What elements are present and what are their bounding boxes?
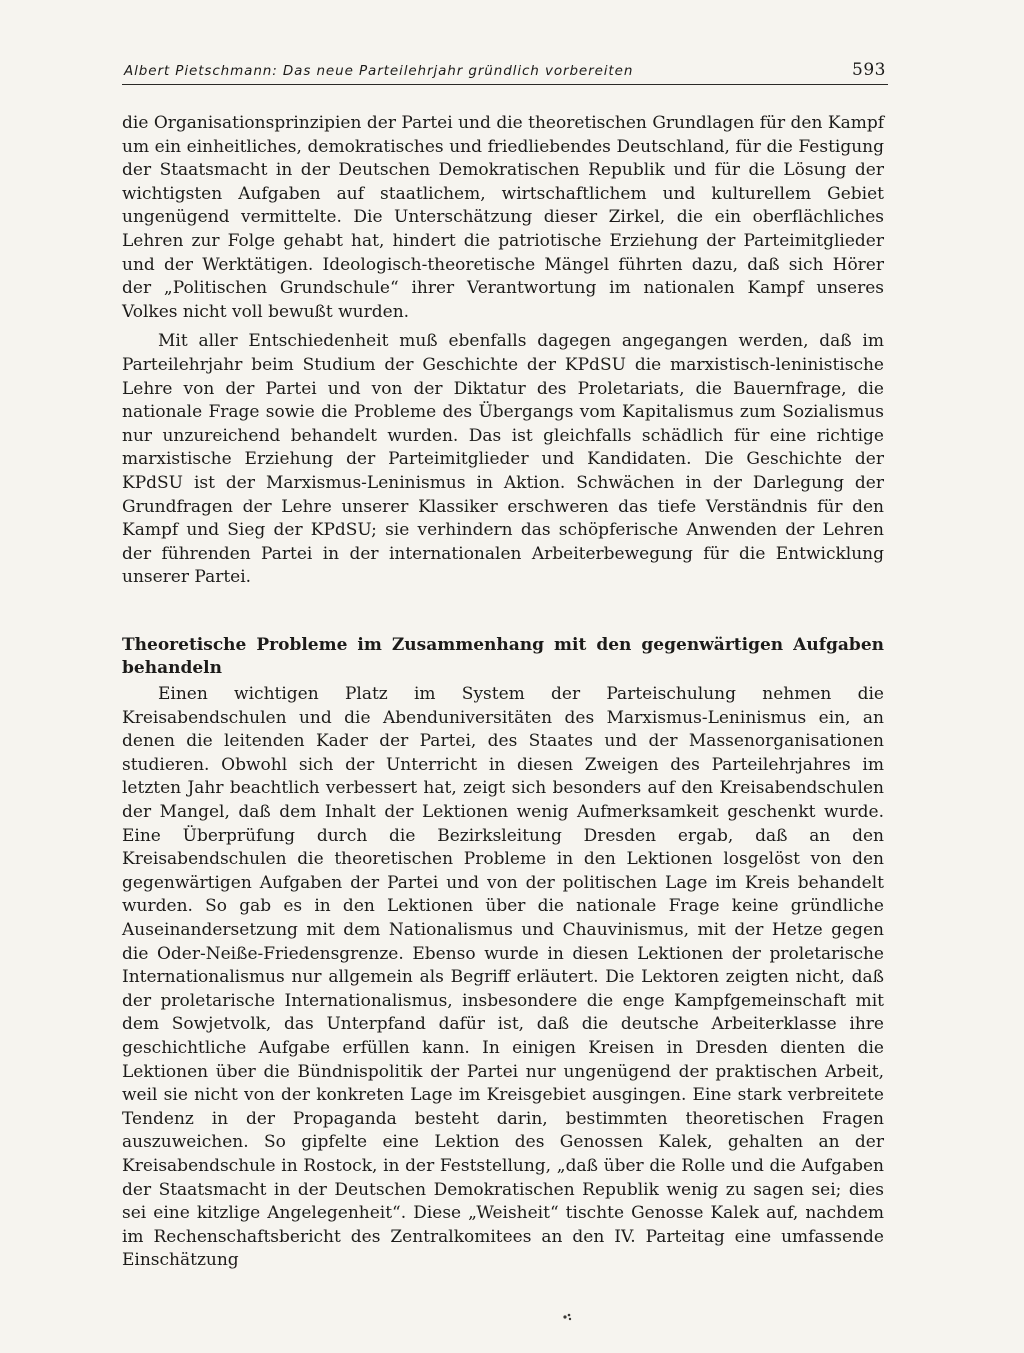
page-number: 593: [852, 60, 886, 80]
article-body: [122, 112, 884, 1273]
paragraph-3: Einen wichtigen Platz im System der Parteischulung nehmen die Kreisabendschulen und die Abenduniversitäten des Marxismus-Leninismus ein, an denen die leitenden Kader der Partei, des Staates und der Massenorganisationen studieren. Obwohl sich der Unterricht in diesen Zweigen des Parteilehrjahres im letzten Jahr beachtlich verbessert hat, zeigt sich besonders auf den Kreisabendschulen der Mangel, daß dem Inhalt der Lektionen wenig Aufmerksamkeit geschenkt wurde. Eine Überprüfung durch die Bezirksleitung Dresden ergab, daß an den Kreisabendschulen die theoretischen Probleme in den Lektionen losgelöst von den gegenwärtigen Aufgaben der Partei und von der politischen Lage im Kreis behandelt wurden. So gab es in den Lektionen über die nationale Frage keine gründliche Auseinandersetzung mit dem Nationalismus und Chauvinismus, mit der Hetze gegen die Oder-Neiße-Friedensgrenze. Ebenso wurde in diesen Lektionen der proletarische Internationalismus nur allgemein als Begriff erläutert. Die Lektoren zeigten nicht, daß der proletarische Internationalismus, insbesondere die enge Kampfgemeinschaft mit dem Sowjetvolk, das Unterpfand dafür ist, daß die deutsche Arbeiterklasse ihre geschichtliche Aufgabe erfüllen kann. In einigen Kreisen in Dresden dienten die Lektionen über die Bündnispolitik der Partei nur ungenügend der praktischen Arbeit, weil sie nicht von der konkreten Lage im Kreisgebiet ausgingen. Eine stark verbreitete Tendenz in der Propaganda besteht darin, bestimmten theoretischen Fragen auszuweichen. So gipfelte eine Lektion des Genossen Kalek, gehalten an der Kreisabendschule in Rostock, in der Feststellung, „daß über die Rolle und die Aufgaben der Staatsmacht in der Deutschen Demokratischen Republik wenig zu sagen sei; dies sei eine kitzlige Angelegenheit“. Diese „Weisheit“ tischte Genosse Kalek auf, nachdem im Rechenschaftsbericht des Zentralkomitees an den IV. Parteitag eine umfassende Einschätzung: [122, 684, 884, 1271]
paragraph-2: Mit aller Entschiedenheit muß ebenfalls dagegen angegangen werden, daß im Parteilehrjahr beim Studium der Geschichte der KPdSU die marxistisch-leninistische Lehre von der Partei und von der Diktatur des Proletariats, die Bauernfrage, die nationale Frage sowie die Probleme des Übergangs vom Kapitalismus zum Sozialismus nur unzureichend behandelt wurden. Das ist gleichfalls schädlich für eine richtige marxistische Erziehung der Parteimitglieder und Kandidaten. Die Geschichte der KPdSU ist der Marxismus-Leninismus in Aktion. Schwächen in der Darlegung der Grundfragen der Lehre unserer Klassiker erschweren das tiefe Verständnis für den Kampf und Sieg der KPdSU; sie verhindern das schöpferische Anwenden der Lehren der führenden Partei in der internationalen Arbeiterbewegung für die Entwicklung unserer Partei.: [122, 331, 884, 588]
printer-ornament-icon: [562, 1312, 574, 1322]
section-heading: Theoretische Probleme im Zusammenhang mit den gegenwärtigen Aufgaben behandeln: [122, 634, 884, 679]
paragraph-1: die Organisationsprinzipien der Partei und die theoretischen Grundlagen für den Kampf um ein einheitliches, demokratisches und friedliebendes Deutschland, für die Festigung der Staatsmacht in der Deutschen Demokratischen Republik und für die Lösung der wichtigsten Aufgaben auf staatlichem, wirtschaftlichem und kulturellem Gebiet ungenügend vermittelte. Die Unterschätzung dieser Zirkel, die ein oberflächliches Lehren zur Folge gehabt hat, hindert die patriotische Erziehung der Parteimitglieder und der Werktätigen. Ideologisch-theoretische Mängel führten dazu, daß sich Hörer der „Politischen Grundschule“ ihrer Verantwortung im nationalen Kampf unseres Volkes nicht voll bewußt wurden.: [122, 113, 884, 322]
running-header: [122, 62, 888, 85]
running-title: Albert Pietschmann: Das neue Parteilehrjahr gründlich vorbereiten: [124, 63, 634, 79]
